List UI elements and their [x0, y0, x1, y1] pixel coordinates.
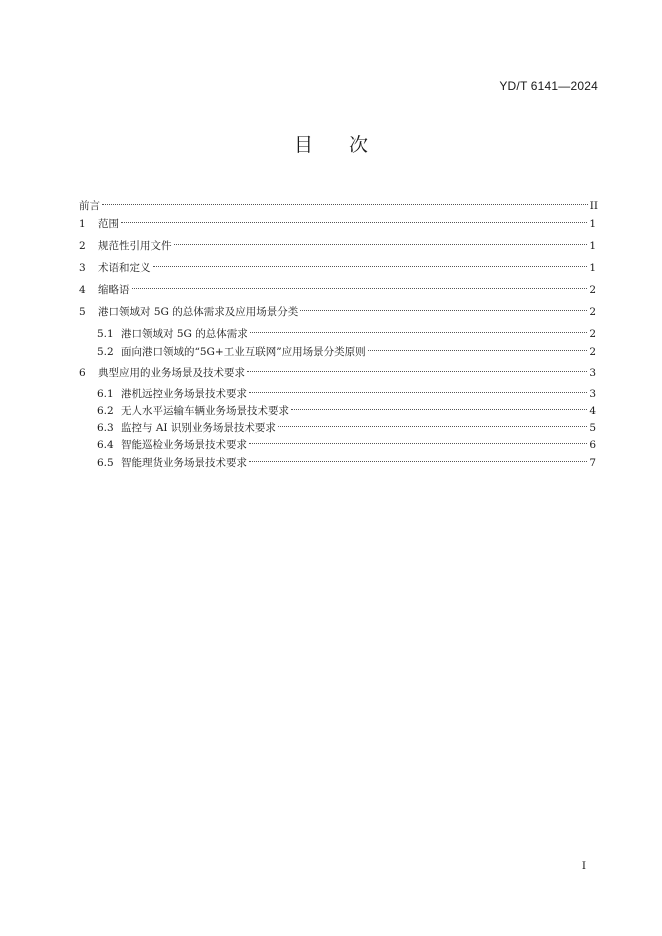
toc-dot-leader [132, 275, 588, 293]
toc-page-number: 5 [589, 422, 596, 434]
toc-page-number: 2 [589, 284, 596, 296]
toc-section-number: 2 [79, 240, 86, 252]
toc-label: 术语和定义 [98, 262, 151, 274]
toc-page-number: 1 [589, 262, 596, 274]
toc-entry-3[interactable] [79, 253, 596, 274]
toc-page-number: 7 [589, 457, 596, 469]
toc-section-number: 6.4 [97, 439, 114, 451]
toc-section-number: 6.5 [97, 457, 114, 469]
toc-section-number: 5.2 [97, 346, 114, 358]
toc-entry-foreword[interactable] [79, 191, 598, 212]
toc-dot-leader [249, 430, 587, 448]
toc-entry-4[interactable] [79, 275, 596, 296]
toc-page-number: II [589, 200, 598, 212]
toc-label: 范围 [98, 218, 119, 230]
toc-dot-leader [153, 253, 588, 271]
toc-entry-6-2[interactable] [97, 396, 596, 417]
toc-page-number: 2 [589, 346, 596, 358]
toc-dot-leader [300, 297, 587, 315]
toc-entry-6-3[interactable] [97, 413, 596, 434]
toc-page-number: 4 [589, 405, 596, 417]
toc-page-number: 2 [589, 328, 596, 340]
toc-dot-leader [278, 413, 587, 431]
toc-page-number: 3 [589, 367, 596, 379]
toc-section-number: 4 [79, 284, 86, 296]
toc-section-number: 6.1 [97, 388, 114, 400]
toc-label: 港口领域对 5G 的总体需求及应用场景分类 [98, 306, 299, 318]
toc-entry-5[interactable] [79, 297, 596, 318]
toc-dot-leader [368, 337, 588, 355]
toc-dot-leader [121, 209, 587, 227]
toc-section-number: 6.2 [97, 405, 114, 417]
toc-dot-leader [250, 319, 588, 337]
toc-label: 港口领域对 5G 的总体需求 [121, 328, 248, 340]
toc-label: 前言 [79, 200, 100, 212]
toc-page-number: 1 [589, 218, 596, 230]
toc-entry-6-1[interactable] [97, 379, 596, 400]
document-code: YD/T 6141—2024 [499, 79, 598, 93]
toc-section-number: 6 [79, 367, 86, 379]
toc-page-number: 3 [589, 388, 596, 400]
toc-label: 面向港口领域的“5G+工业互联网”应用场景分类原则 [121, 346, 366, 358]
page-title: 目次 [293, 134, 404, 156]
toc-section-number: 3 [79, 262, 86, 274]
toc-section-number: 5.1 [97, 328, 114, 340]
toc-page-number: 1 [589, 240, 596, 252]
toc-page-number: 6 [589, 439, 596, 451]
toc-label: 智能巡检业务场景技术要求 [121, 439, 247, 451]
toc-label: 规范性引用文件 [98, 240, 172, 252]
toc-entry-6-5[interactable] [97, 448, 596, 469]
toc-section-number: 5 [79, 306, 86, 318]
toc-label: 监控与 AI 识别业务场景技术要求 [121, 422, 276, 434]
footer-page-number: I [581, 860, 586, 872]
toc-label: 智能理货业务场景技术要求 [121, 457, 247, 469]
toc-dot-leader [249, 448, 587, 466]
toc-dot-leader [249, 379, 587, 397]
toc-label: 缩略语 [98, 284, 130, 296]
toc-entry-6[interactable] [79, 358, 596, 379]
toc-label: 港机远控业务场景技术要求 [121, 388, 247, 400]
toc-dot-leader [174, 231, 588, 249]
toc-page-number: 2 [589, 306, 596, 318]
toc-entry-2[interactable] [79, 231, 596, 252]
toc-entry-5-1[interactable] [97, 319, 596, 340]
toc-label: 典型应用的业务场景及技术要求 [98, 367, 245, 379]
toc-section-number: 1 [79, 218, 86, 230]
toc-label: 无人水平运输车辆业务场景技术要求 [121, 405, 289, 417]
toc-dot-leader [291, 396, 587, 414]
toc-entry-6-4[interactable] [97, 430, 596, 451]
toc-section-number: 6.3 [97, 422, 114, 434]
toc-entry-1[interactable] [79, 209, 596, 230]
toc-dot-leader [247, 358, 587, 376]
toc-dot-leader [102, 191, 588, 209]
toc-entry-5-2[interactable] [97, 337, 596, 358]
